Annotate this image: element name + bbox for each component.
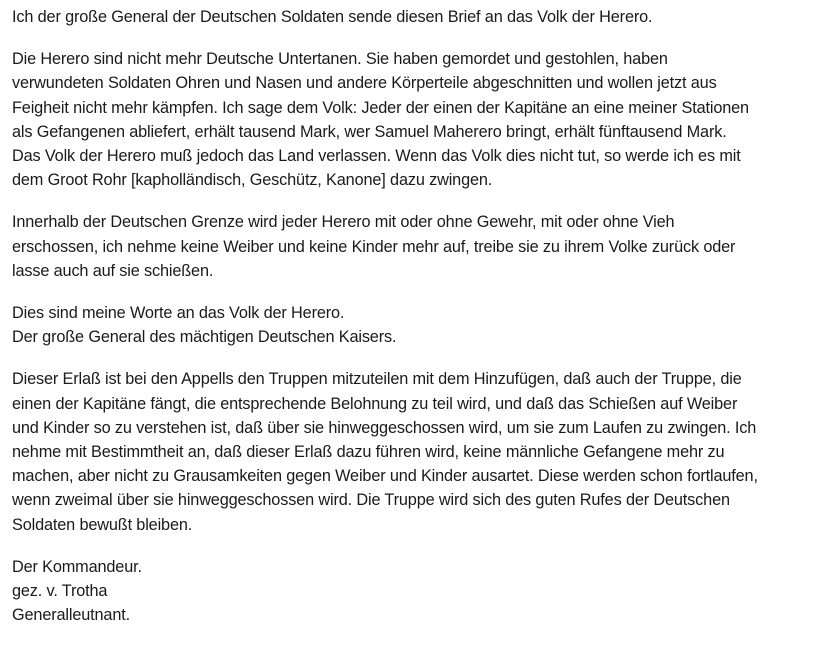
text-line: Feigheit nicht mehr kämpfen. Ich sage dem Volk: Jeder der einen der Kapitäne an eine meiner Stationen (12, 98, 749, 117)
text-line: lasse auch auf sie schießen. (12, 261, 214, 280)
text-line: als Gefangenen abliefert, erhält tausend Mark, wer Samuel Maherero bringt, erhält fünftausend Mark. (12, 122, 727, 141)
text-line: erschossen, ich nehme keine Weiber und keine Kinder mehr auf, treibe sie zu ihrem Volke zurück oder (12, 237, 736, 256)
paragraph-opening (12, 5, 806, 29)
text-line: Dieser Erlaß ist bei den Appells den Truppen mitzuteilen mit dem Hinzufügen, daß auch der Truppe, die (12, 370, 742, 389)
text-line: verwundeten Soldaten Ohren und Nasen und andere Körperteile abgeschnitten und wollen jetzt aus (12, 74, 717, 93)
paragraph-troop-instructions (12, 367, 806, 536)
paragraph-closing-words (12, 301, 806, 349)
signature-name: gez. v. Trotha (12, 582, 108, 601)
text-line: machen, aber nicht zu Grausamkeiten gegen Weiber und Kinder ausartet. Diese werden schon fortlaufen, (12, 467, 758, 486)
text-line: dem Groot Rohr [kapholländisch, Geschütz, Kanone] dazu zwingen. (12, 171, 493, 190)
text-line: Ich der große General der Deutschen Soldaten sende diesen Brief an das Volk der Herero. (12, 8, 653, 26)
paragraph-border-order (12, 210, 806, 283)
paragraph-proclamation (12, 47, 806, 192)
text-line: Der große General des mächtigen Deutschen Kaisers. (12, 328, 397, 347)
text-line: nehme mit Bestimmtheit an, daß dieser Erlaß dazu führen wird, keine männliche Gefangene mehr zu (12, 443, 725, 462)
text-line: Soldaten bewußt bleiben. (12, 515, 193, 534)
text-line: wenn zweimal über sie hinweggeschossen wird. Die Truppe wird sich des guten Rufes der Deutschen (12, 491, 730, 510)
signature-rank: Generalleutnant. (12, 606, 130, 625)
text-line: Dies sind meine Worte an das Volk der Herero. (12, 304, 345, 323)
text-line: Innerhalb der Deutschen Grenze wird jeder Herero mit oder ohne Gewehr, mit oder ohne Vieh (12, 213, 675, 232)
text-line: Das Volk der Herero muß jedoch das Land verlassen. Wenn das Volk dies nicht tut, so werde ich es mit (12, 147, 741, 166)
text-line: Die Herero sind nicht mehr Deutsche Untertanen. Sie haben gemordet und gestohlen, haben (12, 50, 668, 69)
signature-title: Der Kommandeur. (12, 557, 142, 576)
text-line: einen der Kapitäne fängt, die entsprechende Belohnung zu teil wird, und daß das Schießen auf Weiber (12, 394, 738, 413)
signature-block (12, 555, 806, 628)
text-line: und Kinder so zu verstehen ist, daß über sie hinweggeschossen wird, um sie zum Laufen zu zwingen. Ich (12, 418, 757, 437)
